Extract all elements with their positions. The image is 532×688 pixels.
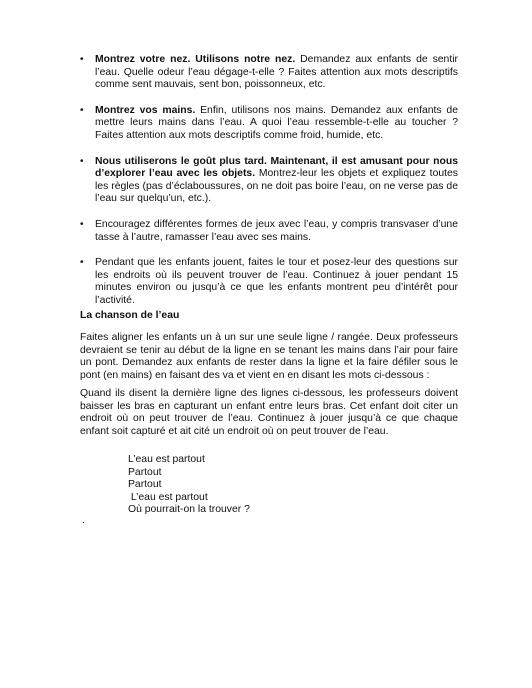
list-item [80, 156, 458, 206]
list-item [80, 257, 458, 307]
song-line: L’eau est partout [128, 454, 205, 465]
list-item [80, 219, 458, 244]
song-line: Partout [128, 466, 162, 478]
list-item [80, 54, 458, 92]
bullet-text: Montrez-leur les objets et expliquez toutes les règles (pas d’éclaboussures, on ne doit pas boire l’eau, on ne verse pas de l’eau sur quelqu’un, etc.). [95, 168, 458, 205]
trailing-mark: . [82, 515, 85, 526]
instruction-paragraph: Faites aligner les enfants un à un sur une seule ligne / rangée. Deux professeurs devraient se tenir au début de la ligne en se tenant les mains dans l’air pour faire un pont. Demandez aux enfants de rester dans la ligne et la faire défiler sous le pont (en mains) en faisant des va et vient en en disant les mots ci-dessous : [80, 332, 458, 381]
song-line: Partout [128, 479, 162, 491]
bullet-bold-text: Montrez vos mains. [95, 104, 196, 116]
bullet-bold-text: Montrez votre nez. Utilisons notre nez. [95, 54, 296, 65]
bullet-text: Enfin, utilisons nos mains. Demandez aux enfants de mettre leurs mains dans l’eau. A quoi l’eau ressemble-t-elle au toucher ? Faites attention aux mots descriptifs comme froid, humide, etc. [95, 104, 458, 141]
instruction-list [80, 54, 458, 321]
bullet-text: Pendant que les enfants jouent, faites le tour et posez-leur des questions sur les endroits où ils peuvent trouver de l’eau. Continuez à jouer pendant 15 minutes environ ou jusqu’à ce que les enfants montrent peu d’intérêt pour l’activité. [95, 257, 458, 306]
bullet-text: Encouragez différentes formes de jeux avec l’eau, y compris transvaser d’une tasse à l’autre, ramasser l’eau avec ses mains. [95, 218, 458, 243]
bullet-text: Demandez aux enfants de sentir l’eau. Quelle odeur l’eau dégage-t-elle ? Faites attention aux mots descriptifs comme sent mauvais, sent bon, poissonneux, etc. [95, 54, 458, 91]
section-heading: La chanson de l’eau [80, 310, 180, 321]
song-lyrics [128, 454, 250, 517]
game-rules-paragraph: Quand ils disent la dernière ligne des lignes ci-dessous, les professeurs doivent baisser les bras en capturant un enfant entre leurs bras. Cet enfant doit citer un endroit où on peut trouver de l’eau. Continuez à jouer jusqu’à ce que chaque enfant soit capturé et ait cité un endroit où on peut trouver de l’eau. [80, 388, 458, 437]
song-line: Où pourrait-on la trouver ? [128, 504, 250, 516]
list-item [80, 105, 458, 143]
bullet-bold-text: Nous utiliserons le goût plus tard. Maintenant, il est amusant pour nous d’explorer l’eau avec les objets. [95, 155, 458, 180]
song-line: L’eau est partout [128, 491, 208, 503]
